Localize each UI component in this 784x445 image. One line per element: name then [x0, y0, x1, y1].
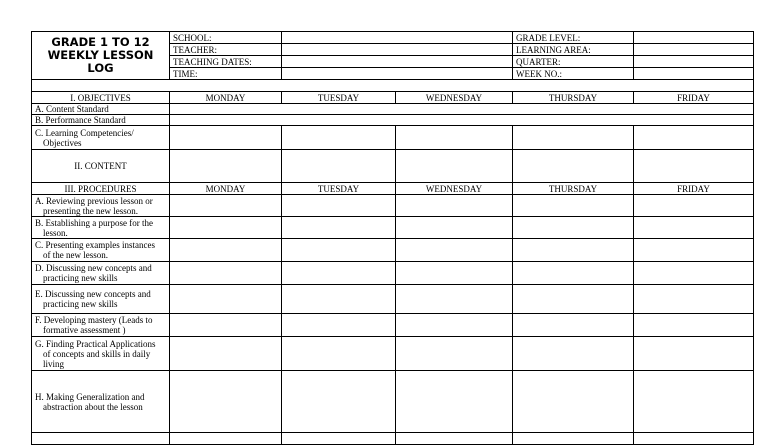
weekly-lesson-log-sheet	[31, 31, 753, 445]
procedure-row-b	[32, 217, 754, 239]
procedure-row-c	[32, 239, 754, 262]
day-header-thursday: THURSDAY	[513, 183, 634, 195]
objectives-heading: I. OBJECTIVES	[32, 92, 170, 104]
procedure-label	[32, 195, 170, 217]
label-line: A. Content Standard	[35, 104, 109, 114]
entry-cell[interactable]	[634, 314, 754, 337]
content-standard-cell[interactable]	[170, 104, 754, 115]
label-line: B. Performance Standard	[35, 115, 126, 125]
entry-cell[interactable]	[513, 195, 634, 217]
procedure-label	[32, 285, 170, 314]
entry-cell[interactable]	[170, 433, 282, 445]
entry-cell[interactable]	[170, 314, 282, 337]
school-value-cell[interactable]	[282, 32, 513, 44]
label-line: F. Developing mastery (Leads to	[35, 315, 153, 325]
procedure-label	[32, 239, 170, 262]
entry-cell[interactable]	[513, 285, 634, 314]
procedure-label	[32, 371, 170, 433]
entry-cell[interactable]	[282, 217, 396, 239]
quarter-label: QUARTER:	[513, 56, 634, 68]
procedure-label	[32, 217, 170, 239]
entry-cell[interactable]	[634, 239, 754, 262]
procedures-header-row	[32, 183, 754, 195]
entry-cell[interactable]	[396, 314, 513, 337]
entry-cell[interactable]	[396, 433, 513, 445]
quarter-value-cell[interactable]	[634, 56, 754, 68]
label-line: of concepts and skills in daily	[43, 348, 151, 359]
objective-label	[32, 115, 170, 126]
entry-cell[interactable]	[513, 314, 634, 337]
title-line: GRADE 1 TO 12	[51, 35, 150, 49]
entry-cell[interactable]	[282, 371, 396, 433]
procedure-row-e	[32, 285, 754, 314]
label-line: Objectives	[43, 137, 82, 148]
entry-cell[interactable]	[396, 126, 513, 150]
entry-cell[interactable]	[634, 433, 754, 445]
entry-cell[interactable]	[634, 126, 754, 150]
objectives-header-row	[32, 92, 754, 104]
entry-cell[interactable]	[282, 150, 396, 183]
day-header-friday: FRIDAY	[634, 183, 754, 195]
entry-cell[interactable]	[513, 126, 634, 150]
learning-area-value-cell[interactable]	[634, 44, 754, 56]
entry-cell[interactable]	[513, 371, 634, 433]
entry-cell[interactable]	[282, 262, 396, 285]
week-no-label: WEEK NO.:	[513, 68, 634, 80]
lesson-log-table	[31, 31, 754, 445]
label-line: A. Reviewing previous lesson or	[35, 195, 153, 206]
log-title	[32, 32, 170, 80]
entry-cell[interactable]	[396, 195, 513, 217]
entry-cell[interactable]	[513, 217, 634, 239]
teaching-dates-value-cell[interactable]	[282, 56, 513, 68]
entry-cell[interactable]	[170, 262, 282, 285]
title-line: LOG	[87, 61, 114, 75]
procedure-row-a	[32, 195, 754, 217]
entry-cell[interactable]	[634, 217, 754, 239]
label-line: presenting the new lesson.	[43, 205, 138, 216]
content-row	[32, 150, 754, 183]
header-row-1	[32, 32, 754, 44]
procedure-row-next	[32, 433, 754, 445]
entry-cell[interactable]	[396, 150, 513, 183]
content-heading: II. CONTENT	[32, 150, 170, 183]
grade-level-value-cell[interactable]	[634, 32, 754, 44]
label-line: E. Discussing new concepts and	[35, 289, 151, 299]
teacher-value-cell[interactable]	[282, 44, 513, 56]
procedure-row-h	[32, 371, 754, 433]
procedure-row-g	[32, 337, 754, 371]
procedure-label	[32, 262, 170, 285]
entry-cell[interactable]	[282, 195, 396, 217]
procedures-heading: III. PROCEDURES	[32, 183, 170, 195]
time-label: TIME:	[170, 68, 282, 80]
procedure-row-f	[32, 314, 754, 337]
procedure-label	[32, 433, 170, 445]
day-header-friday: FRIDAY	[634, 92, 754, 104]
label-line: formative assessment )	[43, 325, 126, 335]
performance-standard-cell[interactable]	[170, 115, 754, 126]
entry-cell[interactable]	[170, 150, 282, 183]
procedure-label	[32, 337, 170, 371]
entry-cell[interactable]	[170, 217, 282, 239]
label-line: abstraction about the lesson	[43, 401, 143, 412]
procedure-row-d	[32, 262, 754, 285]
week-no-value-cell[interactable]	[634, 68, 754, 80]
entry-cell[interactable]	[513, 150, 634, 183]
grade-level-label: GRADE LEVEL:	[513, 32, 634, 44]
entry-cell[interactable]	[170, 239, 282, 262]
objective-row-learning-competencies	[32, 126, 754, 150]
day-header-wednesday: WEDNESDAY	[396, 183, 513, 195]
day-header-monday: MONDAY	[170, 92, 282, 104]
entry-cell[interactable]	[513, 433, 634, 445]
entry-cell[interactable]	[396, 217, 513, 239]
label-line: of the new lesson.	[43, 250, 108, 260]
objective-label	[32, 104, 170, 115]
entry-cell[interactable]	[634, 285, 754, 314]
label-line: practicing new skills	[43, 299, 118, 309]
entry-cell[interactable]	[634, 150, 754, 183]
learning-area-label: LEARNING AREA:	[513, 44, 634, 56]
entry-cell[interactable]	[513, 239, 634, 262]
objective-label	[32, 126, 170, 150]
teacher-label: TEACHER:	[170, 44, 282, 56]
entry-cell[interactable]	[513, 337, 634, 371]
label-line: G. Finding Practical Applications	[35, 338, 156, 349]
day-header-monday: MONDAY	[170, 183, 282, 195]
entry-cell[interactable]	[282, 285, 396, 314]
entry-cell[interactable]	[282, 239, 396, 262]
time-value-cell[interactable]	[282, 68, 513, 80]
label-line: D. Discussing new concepts and	[35, 263, 152, 273]
objective-row-performance-standard	[32, 115, 754, 126]
entry-cell[interactable]	[396, 285, 513, 314]
title-line: WEEKLY LESSON	[47, 48, 154, 62]
day-header-thursday: THURSDAY	[513, 92, 634, 104]
entry-cell[interactable]	[170, 195, 282, 217]
spacer-cell	[32, 80, 754, 92]
entry-cell[interactable]	[282, 126, 396, 150]
label-line: C. Presenting examples instances	[35, 240, 155, 250]
label-line: living	[43, 358, 65, 369]
entry-cell[interactable]	[170, 337, 282, 371]
entry-cell[interactable]	[634, 195, 754, 217]
day-header-tuesday: TUESDAY	[282, 183, 396, 195]
entry-cell[interactable]	[396, 239, 513, 262]
entry-cell[interactable]	[513, 262, 634, 285]
entry-cell[interactable]	[396, 371, 513, 433]
entry-cell[interactable]	[634, 337, 754, 371]
label-line: H. Making Generalization and	[35, 391, 145, 402]
label-line: C. Learning Competencies/	[35, 127, 134, 138]
entry-cell[interactable]	[170, 371, 282, 433]
procedure-label	[32, 314, 170, 337]
teaching-dates-label: TEACHING DATES:	[170, 56, 282, 68]
entry-cell[interactable]	[282, 314, 396, 337]
entry-cell[interactable]	[170, 285, 282, 314]
entry-cell[interactable]	[396, 262, 513, 285]
entry-cell[interactable]	[634, 262, 754, 285]
day-header-wednesday: WEDNESDAY	[396, 92, 513, 104]
label-line: lesson.	[43, 227, 68, 238]
entry-cell[interactable]	[396, 337, 513, 371]
label-line: practicing new skills	[43, 273, 118, 283]
entry-cell[interactable]	[634, 371, 754, 433]
day-header-tuesday: TUESDAY	[282, 92, 396, 104]
label-line: B. Establishing a purpose for the	[35, 217, 153, 228]
school-label: SCHOOL:	[170, 32, 282, 44]
objective-row-content-standard	[32, 104, 754, 115]
entry-cell[interactable]	[282, 337, 396, 371]
entry-cell[interactable]	[282, 433, 396, 445]
spacer-row	[32, 80, 754, 92]
entry-cell[interactable]	[170, 126, 282, 150]
